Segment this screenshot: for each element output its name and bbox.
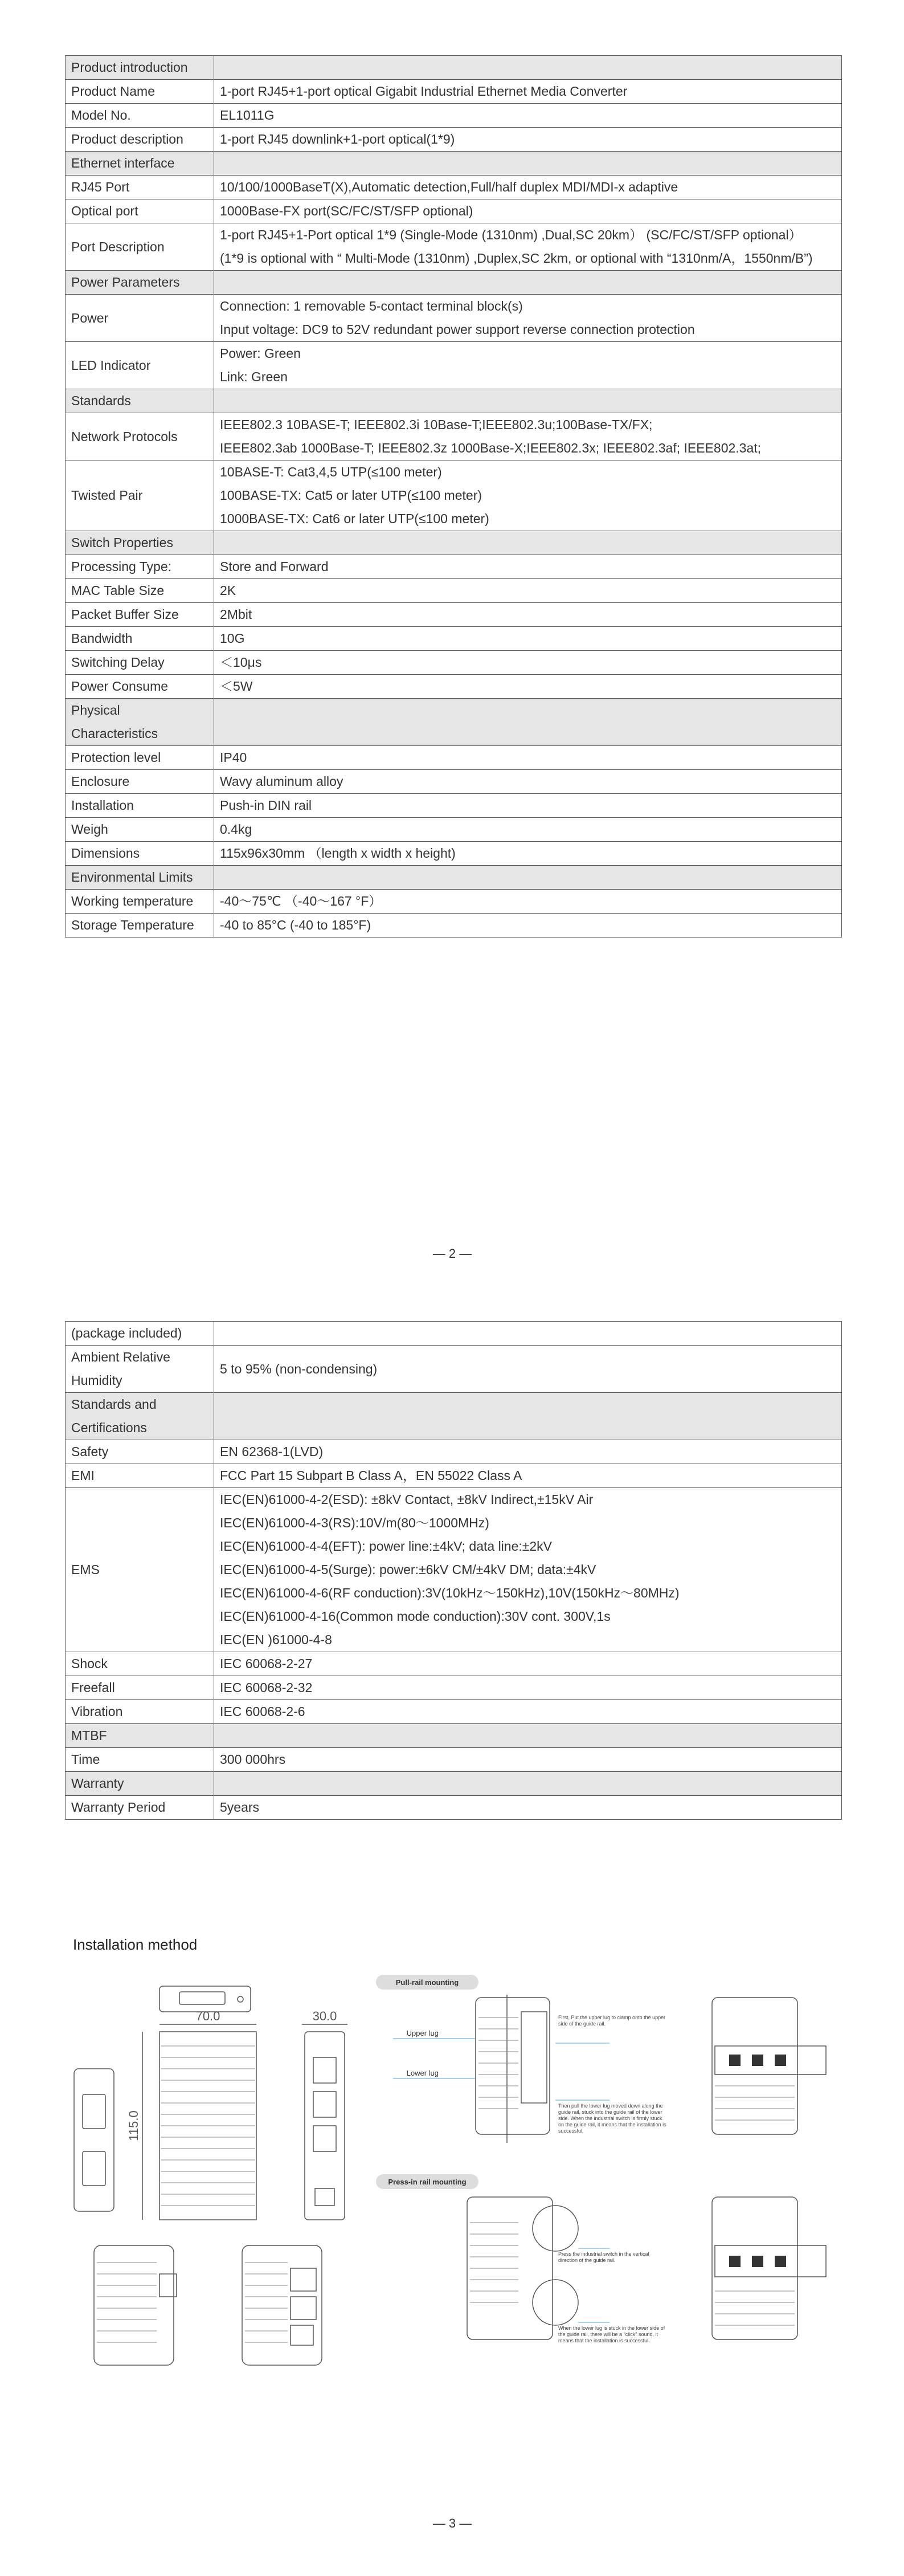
press-in-title: Press-in rail mounting (388, 2178, 467, 2186)
spec-row (66, 1748, 842, 1772)
lower-lug-label: Lower lug (406, 2069, 439, 2077)
spec-row (66, 627, 842, 651)
spec-row (66, 128, 842, 152)
section-filler (214, 866, 842, 890)
pull-rail-step2: Then pull the lower lug moved down along the guide rail, stuck into the guide rail of the lower side. When the industrial switch is firmly stuck on the guide rail, it means that the installation is successful. (558, 2103, 666, 2134)
spec-value: -40 to 85°C (-40 to 185°F) (214, 914, 842, 938)
spec-value: IEC 60068-2-27 (214, 1652, 842, 1676)
spec-row (66, 1346, 842, 1393)
spec-table-page1 (65, 55, 842, 938)
spec-row (66, 1488, 842, 1652)
spec-value: EL1011G (214, 104, 842, 128)
section-header-row (66, 389, 842, 413)
section-filler (214, 531, 842, 555)
spec-label: Power Consume (66, 675, 214, 699)
spec-label: Warranty Period (66, 1796, 214, 1820)
spec-row (66, 342, 842, 389)
spec-row (66, 413, 842, 460)
spec-row (66, 1700, 842, 1724)
spec-value: Push-in DIN rail (214, 794, 842, 818)
spec-row (66, 818, 842, 842)
spec-label: Time (66, 1748, 214, 1772)
spec-label: Ambient Relative Humidity (66, 1346, 214, 1393)
spec-row (66, 223, 842, 271)
spec-label: Product Name (66, 80, 214, 104)
section-title: Environmental Limits (66, 866, 214, 890)
section-title: MTBF (66, 1724, 214, 1748)
spec-row (66, 104, 842, 128)
spec-row (66, 794, 842, 818)
spec-row (66, 770, 842, 794)
spec-value: IEC 60068-2-32 (214, 1676, 842, 1700)
spec-value: IP40 (214, 746, 842, 770)
installation-title: Installation method (73, 1936, 198, 1953)
section-title: Ethernet interface (66, 152, 214, 176)
spec-label: Weigh (66, 818, 214, 842)
section-header-row (66, 271, 842, 295)
spec-row (66, 1652, 842, 1676)
spec-value: -40～75℃ （-40～167 °F） (214, 890, 842, 914)
spec-value: Power: Green Link: Green (214, 342, 842, 389)
section-filler (214, 56, 842, 80)
spec-value: 2K (214, 579, 842, 603)
spec-value (214, 1322, 842, 1346)
spec-label: Working temperature (66, 890, 214, 914)
spec-value: Wavy aluminum alloy (214, 770, 842, 794)
spec-value: 2Mbit (214, 603, 842, 627)
section-title: Warranty (66, 1772, 214, 1796)
spec-value: EN 62368-1(LVD) (214, 1440, 842, 1464)
spec-label: Safety (66, 1440, 214, 1464)
spec-value: 1-port RJ45+1-port optical Gigabit Industrial Ethernet Media Converter (214, 80, 842, 104)
section-header-row (66, 699, 842, 746)
spec-row (66, 746, 842, 770)
section-filler (214, 1772, 842, 1796)
spec-label: Network Protocols (66, 413, 214, 460)
spec-row (66, 199, 842, 223)
spec-value: FCC Part 15 Subpart B Class A，EN 55022 Class A (214, 1464, 842, 1488)
spec-label: Enclosure (66, 770, 214, 794)
section-header-row (66, 152, 842, 176)
spec-label: Shock (66, 1652, 214, 1676)
section-title: Standards (66, 389, 214, 413)
spec-label: Installation (66, 794, 214, 818)
spec-row (66, 1464, 842, 1488)
section-header-row (66, 56, 842, 80)
section-title: Power Parameters (66, 271, 214, 295)
spec-label: Product description (66, 128, 214, 152)
spec-label: Protection level (66, 746, 214, 770)
spec-row (66, 1676, 842, 1700)
spec-label: Vibration (66, 1700, 214, 1724)
spec-label: Bandwidth (66, 627, 214, 651)
spec-table-page2 (65, 1321, 842, 1820)
spec-row (66, 890, 842, 914)
spec-row (66, 914, 842, 938)
section-title: Physical Characteristics (66, 699, 214, 746)
spec-label: RJ45 Port (66, 176, 214, 199)
upper-lug-label: Upper lug (406, 2029, 439, 2037)
section-filler (214, 271, 842, 295)
width-dimension: 70.0 (195, 2009, 220, 2023)
spec-value: IEEE802.3 10BASE-T; IEEE802.3i 10Base-T;IEEE802.3u;100Base-TX/FX; IEEE802.3ab 1000Base-T; IEEE802.3z 1000Base-X;IEEE802.3x; IEEE802.3af; IEEE802.3at; (214, 413, 842, 460)
section-title: Standards and Certifications (66, 1393, 214, 1440)
press-in-step1: Press the industrial switch in the vertical direction of the guide rail. (558, 2251, 649, 2263)
spec-value: 5 to 95% (non-condensing) (214, 1346, 842, 1393)
spec-row (66, 80, 842, 104)
depth-dimension: 30.0 (312, 2009, 337, 2023)
spec-label: Packet Buffer Size (66, 603, 214, 627)
spec-row (66, 842, 842, 866)
spec-value: 1000Base-FX port(SC/FC/ST/SFP optional) (214, 199, 842, 223)
section-title: Switch Properties (66, 531, 214, 555)
section-filler (214, 1724, 842, 1748)
spec-row (66, 295, 842, 342)
spec-label: Power (66, 295, 214, 342)
spec-value: 10/100/1000BaseT(X),Automatic detection,Full/half duplex MDI/MDI-x adaptive (214, 176, 842, 199)
section-filler (214, 389, 842, 413)
spec-row (66, 1440, 842, 1464)
spec-value: 10BASE-T: Cat3,4,5 UTP(≤100 meter) 100BASE-TX: Cat5 or later UTP(≤100 meter) 1000BASE-TX: Cat6 or later UTP(≤100 meter) (214, 460, 842, 531)
section-header-row (66, 1724, 842, 1748)
press-in-rail-mounting-diagram (370, 2171, 843, 2354)
pull-rail-mounting-diagram (370, 1972, 843, 2166)
spec-value: 115x96x30mm （length x width x height) (214, 842, 842, 866)
spec-label: (package included) (66, 1322, 214, 1346)
spec-label: Storage Temperature (66, 914, 214, 938)
section-filler (214, 152, 842, 176)
spec-value: ＜10μs (214, 651, 842, 675)
spec-value: 1-port RJ45 downlink+1-port optical(1*9) (214, 128, 842, 152)
section-header-row (66, 531, 842, 555)
spec-label: Twisted Pair (66, 460, 214, 531)
spec-label: Processing Type: (66, 555, 214, 579)
spec-value: IEC(EN)61000-4-2(ESD): ±8kV Contact, ±8kV Indirect,±15kV Air IEC(EN)61000-4-3(RS):10V/m(80～1000MHz) IEC(EN)61000-4-4(EFT): power line:±4kV; data line:±2kV IEC(EN)61000-4-5(Surge): power:±6kV CM/±4kV DM; data:±4kV IEC(EN)61000-4-6(RF conduction):3V(10kHz～150kHz),10V(150kHz～80MHz) IEC(EN)61000-4-16(Common mode conduction):30V cont. 300V,1s IEC(EN )61000-4-8 (214, 1488, 842, 1652)
spec-value: 5years (214, 1796, 842, 1820)
spec-row (66, 555, 842, 579)
spec-row (66, 651, 842, 675)
section-header-row (66, 1772, 842, 1796)
spec-label: Port Description (66, 223, 214, 271)
spec-row (66, 603, 842, 627)
spec-label: Freefall (66, 1676, 214, 1700)
section-filler (214, 1393, 842, 1440)
pull-rail-title: Pull-rail mounting (395, 1978, 459, 1987)
spec-label: MAC Table Size (66, 579, 214, 603)
spec-label: Optical port (66, 199, 214, 223)
page-number: — 2 — (432, 1246, 472, 1261)
page-number: — 3 — (432, 2516, 472, 2530)
dimension-drawings (63, 1978, 359, 2377)
spec-value: 10G (214, 627, 842, 651)
spec-row (66, 579, 842, 603)
spec-row (66, 1796, 842, 1820)
spec-label: LED Indicator (66, 342, 214, 389)
section-title: Product introduction (66, 56, 214, 80)
spec-value: 1-port RJ45+1-Port optical 1*9 (Single-Mode (1310nm) ,Dual,SC 20km） (SC/FC/ST/SFP optional） (1*9 is optional with “ Multi-Mode (1310nm) ,Duplex,SC 2km, or optional with “1310nm/A，1550nm/B”) (214, 223, 842, 271)
spec-row (66, 1322, 842, 1346)
spec-label: Model No. (66, 104, 214, 128)
spec-value: IEC 60068-2-6 (214, 1700, 842, 1724)
spec-label: Dimensions (66, 842, 214, 866)
spec-value: ＜5W (214, 675, 842, 699)
pull-rail-step1: First, Put the upper lug to clamp onto the upper side of the guide rail. (558, 2015, 666, 2027)
spec-row (66, 460, 842, 531)
spec-label: EMI (66, 1464, 214, 1488)
section-filler (214, 699, 842, 746)
spec-row (66, 675, 842, 699)
section-header-row (66, 1393, 842, 1440)
spec-label: Switching Delay (66, 651, 214, 675)
spec-label: EMS (66, 1488, 214, 1652)
section-header-row (66, 866, 842, 890)
height-dimension: 115.0 (126, 2110, 141, 2141)
spec-value: 0.4kg (214, 818, 842, 842)
spec-value: Store and Forward (214, 555, 842, 579)
spec-row (66, 176, 842, 199)
press-in-step2: When the lower lug is stuck in the lower side of the guide rail, there will be a "click" sound, it means that the installation is successful. (558, 2325, 665, 2343)
spec-value: Connection: 1 removable 5-contact terminal block(s) Input voltage: DC9 to 52V redundant power support reverse connection protection (214, 295, 842, 342)
spec-value: 300 000hrs (214, 1748, 842, 1772)
